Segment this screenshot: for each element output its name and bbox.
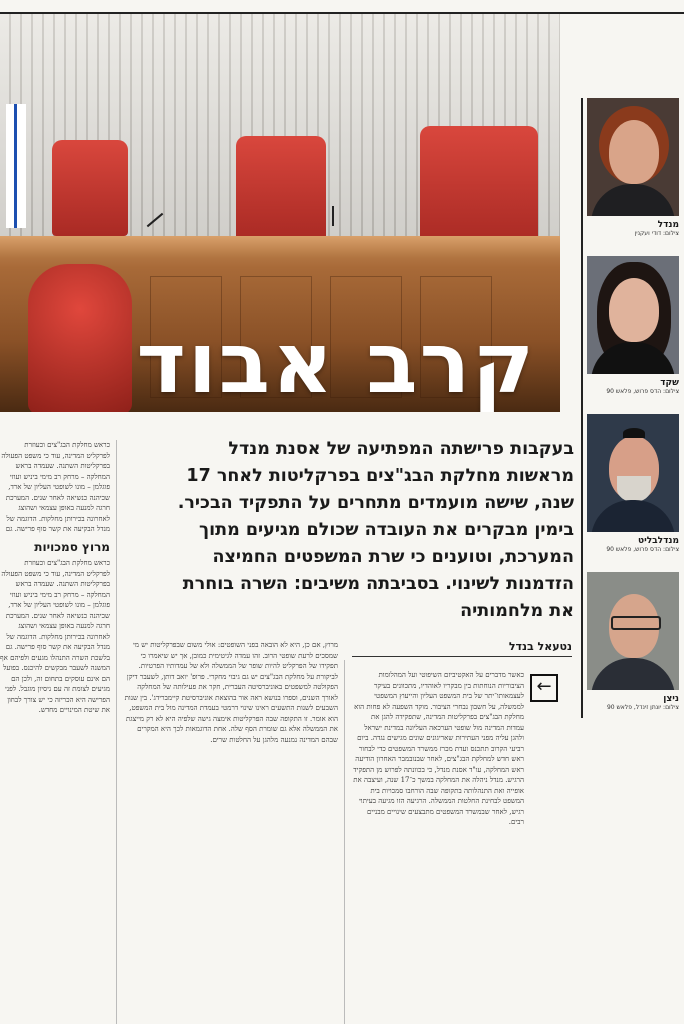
photo-credit: צילום: הדס פרוש, פלאש 90 bbox=[606, 546, 679, 553]
portrait-name: מנדלבליט bbox=[637, 536, 679, 546]
portrait-photo bbox=[587, 572, 679, 690]
portrait-photo bbox=[587, 414, 679, 532]
hero-photo bbox=[0, 14, 560, 412]
portrait-card-mandel bbox=[587, 98, 679, 237]
microphone bbox=[332, 206, 334, 226]
portrait-card-mandelblit bbox=[587, 414, 679, 553]
portrait-sidebar bbox=[581, 98, 684, 718]
israel-flag bbox=[6, 104, 26, 228]
byline: נטעאל בנדל bbox=[508, 640, 572, 653]
judge-chair bbox=[236, 136, 326, 240]
arrow-left-icon: ← bbox=[530, 674, 558, 702]
byline-rule bbox=[352, 656, 572, 657]
headline: קרב אבוד bbox=[136, 314, 536, 412]
judge-chair bbox=[420, 126, 538, 244]
portrait-photo bbox=[587, 98, 679, 216]
photo-credit: צילום: יונתן זינדל, פלאש 90 bbox=[606, 704, 679, 711]
portrait-card-nitzan bbox=[587, 572, 679, 711]
lead-paragraph: בעקבות פרישתה המפתיעה של אסנת מנדל מראשות מחלקת הבג"צים בפרקליטות לאחר 17 שנה, שישה מועמדים מתחרים על התפקיד הבכיר. בימין מבקרים את העובדה שכולם מגיעים מתוך המערכת, וטוענים כי שרת המשפטים החמיצה הזדמנות לשינוי. בסביבתה משיבים: השרה בוחרת את מלחמותיה bbox=[177, 439, 574, 621]
portrait-name: ניצן bbox=[663, 694, 679, 704]
portrait-name: מנדל bbox=[657, 220, 679, 230]
portrait-photo bbox=[587, 256, 679, 374]
photo-credit: צילום: הדס פרוש, פלאש 90 bbox=[606, 388, 679, 395]
body-column-2: מרוץ, אם כן, היא לא הובאה בפני השופטים: אולי משום שבפרקליטות יש מי שמסכים לרעת שופטי הרוב. זהו עמדה לגיטימית כמובן, אך יש שיאמרו כי תפקידו של הפרקליט להיות שופר של הממשלה ולא של עמדותיו הפרטיות. לביקורת על מחלקת הבג"צים יש גם גיבוי מחקרי. פרופ' יואב דותן, לשעבר דיקן הפקולטה למשפטים באוניברסיטה העברית, חקר את פעילותה של המחלקה לאורך השנים, וספרו בנושא ראה אור בהוצאת אוניברסיטת קיימברידג'. בין שנות השבעים לשנות התשעים ראינו שינוי דרמטי בעמדת המדינה מול בית המשפט, הוא אומר. זו התקופה שבה הפרקליטות אימצה גישה שלפיה היא לא רק מייצגת את הממשלה אלא גם שומרת הסף שלה. אחת הדוגמאות לכך היא המקרים שבהם המדינה נמנעה מלהגן על החלטות שרים. bbox=[124, 641, 338, 744]
body-column-3-cont: כראש מחלקת הבג"צים וכעוזרת לפרקליט המדינה, עוד כי משפט הפעולה בפרקליטות השתנה. שעמדה בראש המחלקה – מרחק רב מימי ביניש ועוזי פוגלמן – מונו לשופטי העליון של ארד, שכיהנה כנשיאה לאחר שנים. המערכת חרגה למנעה באופן עצמאי ושהוצג לאחרונה בכירותן מחלקות. הדוגמה של מנדל הבקיעה את קשר סוף פרישה. גם בלשכת השרה התנהלו מגעים ולפיהם אף המשנה לשעבר מבקשים להיכנס. בפועל הם אינם עוסקים בתחום זה, ולכן הם מגיעים לצומת זה עם ניסיון מוגבל. לפני הפרישה היא הכריזה כי יש צורך לבחון את שיטת המינויים מחדש. bbox=[0, 559, 110, 714]
front-chair bbox=[28, 264, 132, 412]
portrait-card-shaked bbox=[587, 256, 679, 395]
subhead: מרוץ סמכויות bbox=[34, 540, 110, 554]
judge-chair bbox=[52, 140, 128, 236]
photo-credit: צילום: דודי ועקנין bbox=[634, 230, 679, 237]
body-column-3: כראש מחלקת הבג"צים וכעוזרת לפרקליט המדינה, עוד כי משפט הפעולה בפרקליטות השתנה. שעמדה בראש המחלקה – מרחק רב מימי ביניש ועוזי פוגלמן – מונו לשופטי העליון של ארד, שכיהנה כנשיאה לאחר שנים. המערכת חרגה למנעה באופן עצמאי ושהוצג לאחרונה בכירותן מחלקות. הדוגמה של מנדל הבקיעה את קשר סוף פרישה. גם bbox=[1, 441, 110, 533]
portrait-name: שקד bbox=[660, 378, 679, 388]
body-column-1: כאשר מדברים על האקטיביזם השיפוטי ועל המהלומות הציבוריות הנוחתות בין מבקריו לאוהדיו, מתכוונים בעיקר לעצמאותו־יתר של בית המשפט העליון והייעוץ המשפטי לממשלה, על חשבון נבחרי הציבור. מוקד השפעה לא פחות הוא מחלקת הבג"צים בפרקליטות המדינה, שתפקידה להגן את עמדות המדינה מול שופטי הערכאה העליונה במדינת ישראל ולהגן עליה מפני העתירות שאריגונים שונים מגישים נגדה. ביום רביעי הקרוב תתכנס ועדת מכרז ממשרד המשפטים כדי לבחור ראש חדש למחלקת הבג"צים, לאחר שבנובמבר האחרון הודיעה ראש המחלקה, עו"ד אסנת מנדל, כי בכוונתה לפרוש מן התפקיד הרגיש. מנדל ניהלה את המחלקה במשך כ־17 שנה, ועיצבה את אופייה ואת התנהלותה בתקופה שבה הורחבו סמכויות בית המשפט לבחינת החלטות הממשלה. הרגיעה הזו מגיעה בעיתוי רגיש, לאחר שבמשרד המשפטים מתבצעים שינויים מבניים רבים. bbox=[353, 671, 524, 826]
